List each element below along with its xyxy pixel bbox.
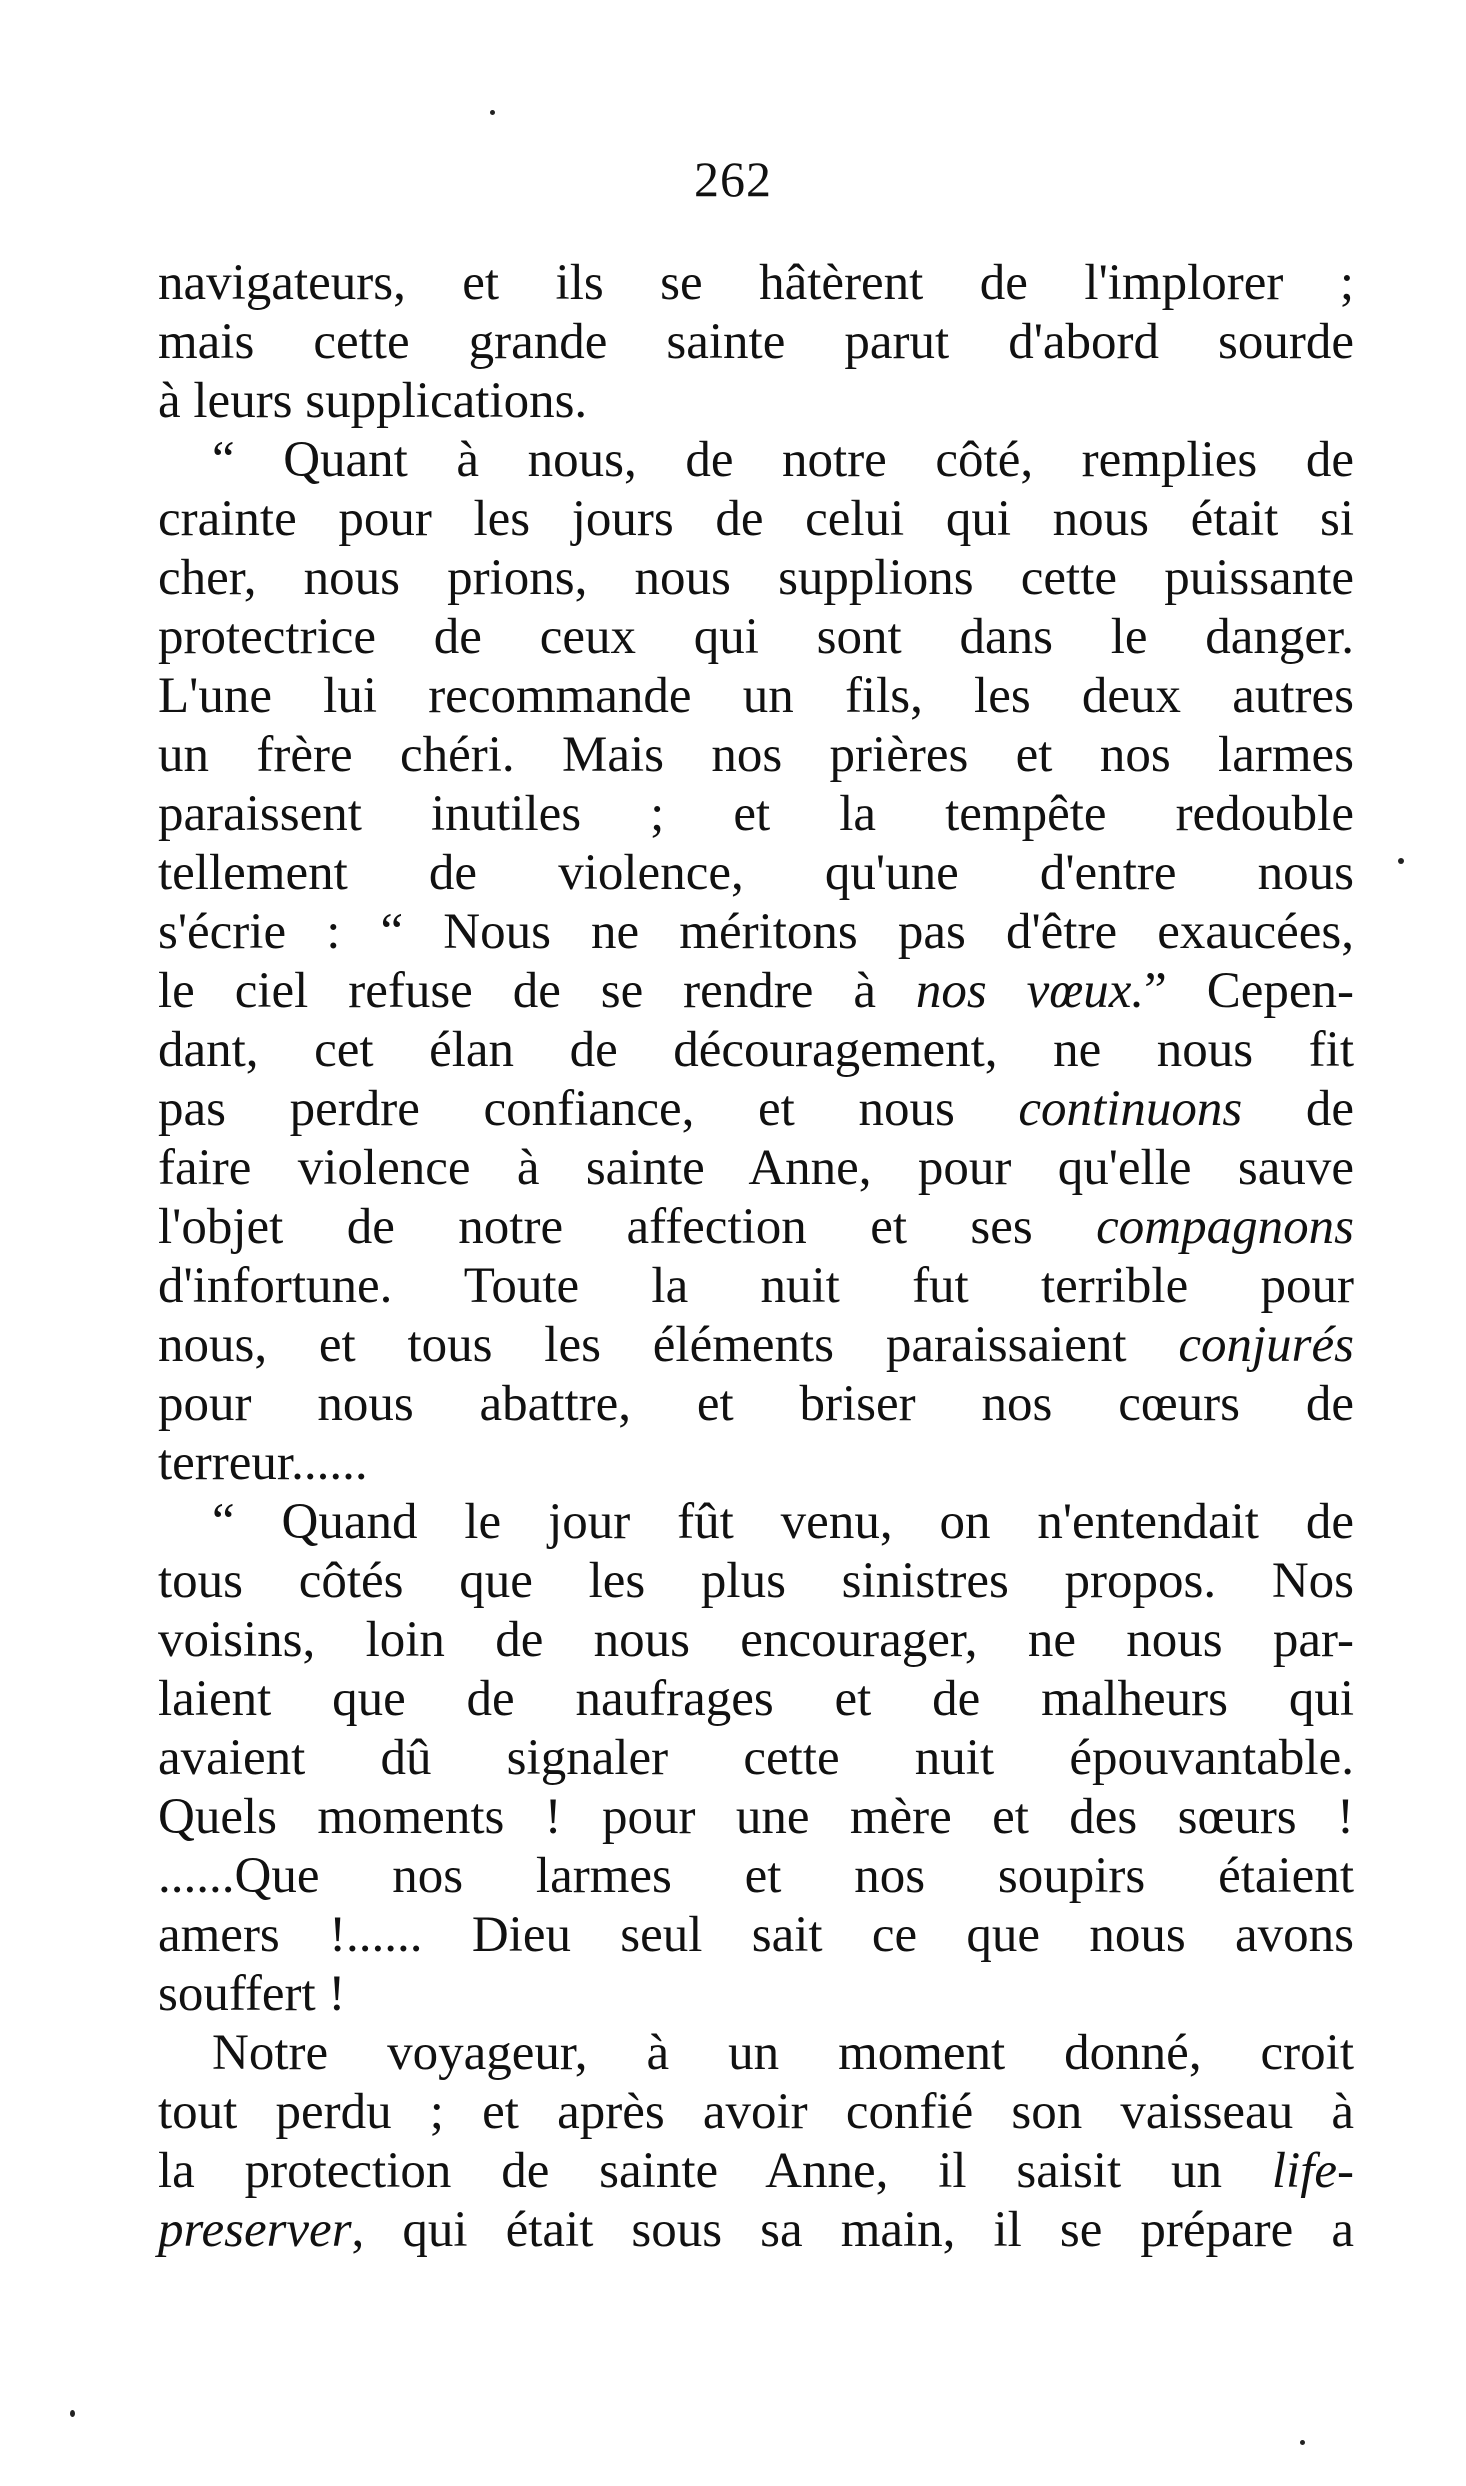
print-speck: [1398, 858, 1404, 864]
text-line: [158, 1080, 1354, 1139]
text-line: crainte pour les jours de celui qui nous était si: [158, 491, 1354, 547]
text-line: voisins, loin de nous encourager, ne nous par-: [158, 1612, 1354, 1668]
text-line: tout perdu ; et après avoir confié son vaisseau à: [158, 2084, 1354, 2140]
text-line: souffert !: [158, 1966, 346, 2022]
text-line: cher, nous prions, nous supplions cette puissante: [158, 550, 1354, 606]
text-line-end: de: [1242, 1081, 1355, 1137]
text-line: mais cette grande sainte parut d'abord sourde: [158, 314, 1354, 370]
text-line: d'infortune. Toute la nuit fut terrible pour: [158, 1258, 1354, 1314]
text-line: protectrice de ceux qui sont dans le danger.: [158, 609, 1354, 665]
print-speck: [70, 2410, 75, 2417]
text-line-end: , qui était sous sa main, il se prépare a: [351, 2202, 1354, 2258]
text-line: [158, 1198, 1354, 1257]
text-line: tous côtés que les plus sinistres propos. Nos: [158, 1553, 1354, 1609]
text-line: terreur......: [158, 1435, 368, 1491]
text-line: navigateurs, et ils se hâtèrent de l'implorer ;: [158, 255, 1354, 311]
text-line: amers !...... Dieu seul sait ce que nous avons: [158, 1907, 1354, 1963]
text-line: paraissent inutiles ; et la tempête redouble: [158, 786, 1354, 842]
text-line: [158, 2142, 1354, 2201]
text-line: s'écrie : “ Nous ne méritons pas d'être exaucées,: [158, 904, 1354, 960]
text-line-start: la protection de sainte Anne, il saisit un: [158, 2143, 1272, 2199]
text-line: [158, 2201, 1354, 2260]
text-line: “ Quant à nous, de notre côté, remplies de: [212, 432, 1354, 488]
text-line-end: ” Cepen-: [1144, 963, 1354, 1019]
italic-phrase: nos vœux.: [915, 963, 1145, 1019]
text-line: faire violence à sainte Anne, pour qu'elle sauve: [158, 1140, 1354, 1196]
italic-phrase: continuons: [1018, 1081, 1243, 1137]
text-line: [158, 962, 1354, 1021]
text-line: avaient dû signaler cette nuit épouvantable.: [158, 1730, 1354, 1786]
text-line: laient que de naufrages et de malheurs qui: [158, 1671, 1354, 1727]
text-line: [158, 1316, 1354, 1375]
italic-phrase: preserver: [158, 2202, 352, 2258]
italic-phrase: life-: [1271, 2143, 1354, 2199]
body-text: [158, 254, 1354, 2260]
text-line-start: l'objet de notre affection et ses: [158, 1199, 1097, 1255]
text-line-start: pas perdre confiance, et nous: [158, 1081, 1019, 1137]
text-line: dant, cet élan de découragement, ne nous fit: [158, 1022, 1354, 1078]
text-line: L'une lui recommande un fils, les deux autres: [158, 668, 1354, 724]
text-line: un frère chéri. Mais nos prières et nos larmes: [158, 727, 1354, 783]
text-line: Quels moments ! pour une mère et des sœurs !: [158, 1789, 1354, 1845]
text-line: ......Que nos larmes et nos soupirs étaient: [158, 1848, 1354, 1904]
text-line: tellement de violence, qu'une d'entre nous: [158, 845, 1354, 901]
print-speck: [490, 110, 495, 115]
text-line-start: le ciel refuse de se rendre à: [158, 963, 916, 1019]
print-speck: [1300, 2440, 1305, 2445]
italic-phrase: compagnons: [1096, 1199, 1354, 1255]
text-line: “ Quand le jour fût venu, on n'entendait de: [212, 1494, 1354, 1550]
page-number: 262: [694, 151, 772, 207]
text-line: à leurs supplications.: [158, 373, 588, 429]
text-line: pour nous abattre, et briser nos cœurs de: [158, 1376, 1354, 1432]
text-line-start: nous, et tous les éléments paraissaient: [158, 1317, 1179, 1373]
italic-phrase: conjurés: [1178, 1317, 1354, 1373]
text-line: Notre voyageur, à un moment donné, croit: [212, 2025, 1354, 2081]
